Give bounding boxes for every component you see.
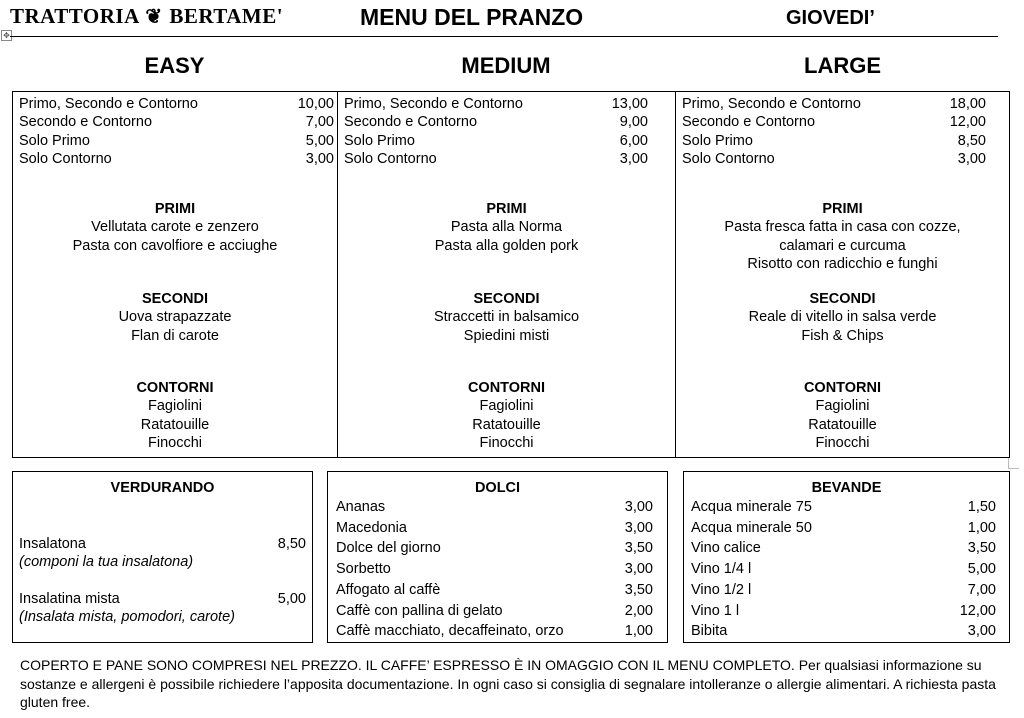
logo-text-left: TRATTORIA [10,4,139,28]
dish-item: Vellutata carote e zenzero [91,219,259,236]
price-row: Solo Primo 5,00 [19,132,334,149]
price-row: Solo Contorno 3,00 [682,150,986,167]
section-heading: PRIMI [822,201,863,217]
price-list [682,95,986,168]
section-heading: CONTORNI [467,380,546,396]
price-row: Solo Primo 8,50 [682,132,986,149]
dish-item: Finocchi [479,434,534,451]
price-row: Secondo e Contorno 12,00 [682,114,986,131]
page-title: MENU DEL PRANZO [360,4,584,30]
list-item: Caffè con pallina di gelato 2,00 [336,602,653,619]
header-divider [10,36,998,37]
menu-column-medium [338,92,675,457]
contorni-section [13,379,337,452]
section-heading: SECONDI [473,291,540,307]
dish-item: Pasta fresca fatta in casa con cozze, [724,219,961,236]
list-item: Acqua minerale 50 1,00 [691,519,996,536]
price-row: Primo, Secondo e Contorno 18,00 [682,96,986,112]
dish-item: Flan di carote [131,327,219,344]
menu-column-easy [13,92,337,457]
day-label: GIOVEDI’ [786,7,875,29]
section-heading: SECONDI [809,291,876,307]
column-heading-large: LARGE [804,53,881,78]
secondi-section [13,290,337,345]
dish-item: Fagiolini [148,398,202,415]
dish-item: Pasta alla Norma [450,219,563,236]
contorni-section [338,379,675,452]
list-item: Vino 1 l 12,00 [691,602,996,619]
footer-note: COPERTO E PANE SONO COMPRESI NEL PREZZO. IL CAFFE’ ESPRESSO È IN OMAGGIO CON IL MENU COMPLETO. Per qualsiasi informazione su sostanze e allergeni è possibile richiedere l’apposita documentazione. In ogni caso si consiglia di segnalare intolleranze o allergie alimentari. A richiesta pasta gluten free. [20,657,996,710]
dish-item: Fagiolini [815,398,870,415]
dish-item: Finocchi [148,434,202,451]
column-heading-easy: EASY [144,53,205,78]
dish-item: Pasta alla golden pork [434,237,579,254]
bevande-box [683,471,1010,643]
menu-column-large [676,92,1009,457]
list-item: Macedonia 3,00 [336,519,653,536]
price-row: Solo Contorno 3,00 [19,150,334,167]
column-heading-medium: MEDIUM [461,53,551,78]
dish-item: Risotto con radicchio e funghi [747,255,938,272]
dish-item: Fish & Chips [801,327,884,344]
list-item: Vino 1/4 l 5,00 [691,561,996,578]
dish-item: Pasta con cavolfiore e acciughe [72,237,278,254]
section-heading: PRIMI [486,201,527,217]
verdurando-item: Insalatina mista 5,00 (Insalata mista, pomodori, carote) [19,591,306,626]
table-resize-handle[interactable] [1008,458,1019,469]
dish-item: calamari e curcuma [779,237,906,254]
dish-item: Straccetti in balsamico [433,309,580,326]
list-item: Bibita 3,00 [691,623,996,640]
dish-item: Reale di vitello in salsa verde [748,309,937,326]
price-row: Solo Contorno 3,00 [344,150,648,167]
menu-table [12,91,1010,458]
list-item: Ananas 3,00 [336,499,653,515]
price-list [19,95,334,168]
dish-item: Fagiolini [479,398,534,415]
list-item: Caffè macchiato, decaffeinato, orzo 1,00 [336,623,653,640]
section-heading: CONTORNI [803,380,882,396]
price-row: Primo, Secondo e Contorno 10,00 [19,96,334,112]
flourish-icon: ❦ [145,6,163,28]
dish-item: Ratatouille [140,416,210,433]
dish-item: Finocchi [815,434,870,451]
move-handle-icon[interactable]: ✥ [1,30,12,41]
price-row: Primo, Secondo e Contorno 13,00 [344,96,648,112]
list-item: Vino 1/2 l 7,00 [691,581,996,598]
primi-section [338,200,675,255]
list-item: Acqua minerale 75 1,50 [691,499,996,515]
logo-text-right: BERTAME' [169,4,284,28]
secondi-section [338,290,675,345]
list-item: Sorbetto 3,00 [336,561,653,578]
primi-section [676,200,1009,273]
list-item: Affogato al caffè 3,50 [336,581,653,598]
contorni-section [676,379,1009,452]
dish-item: Ratatouille [472,416,541,433]
list-item: Vino calice 3,50 [691,540,996,557]
verdurando-item: Insalatona 8,50 (componi la tua insalatona) [19,536,306,571]
section-heading: CONTORNI [136,380,214,396]
dolci-list [328,497,667,642]
section-heading: SECONDI [141,291,209,307]
restaurant-logo [10,4,283,29]
price-row: Secondo e Contorno 9,00 [344,114,648,131]
price-row: Secondo e Contorno 7,00 [19,114,334,131]
bevande-list [684,497,1009,642]
dish-item: Uova strapazzate [118,309,232,326]
price-row: Solo Primo 6,00 [344,132,648,149]
verdurando-box [12,471,313,643]
secondi-section [676,290,1009,345]
dolci-box [327,471,668,643]
box-title: BEVANDE [811,480,882,496]
primi-section [13,200,337,255]
box-title: DOLCI [474,480,521,496]
box-title: VERDURANDO [110,480,215,496]
price-list [344,95,648,168]
section-heading: PRIMI [154,201,196,217]
list-item: Dolce del giorno 3,50 [336,540,653,557]
dish-item: Spiedini misti [463,327,550,344]
dish-item: Ratatouille [808,416,877,433]
